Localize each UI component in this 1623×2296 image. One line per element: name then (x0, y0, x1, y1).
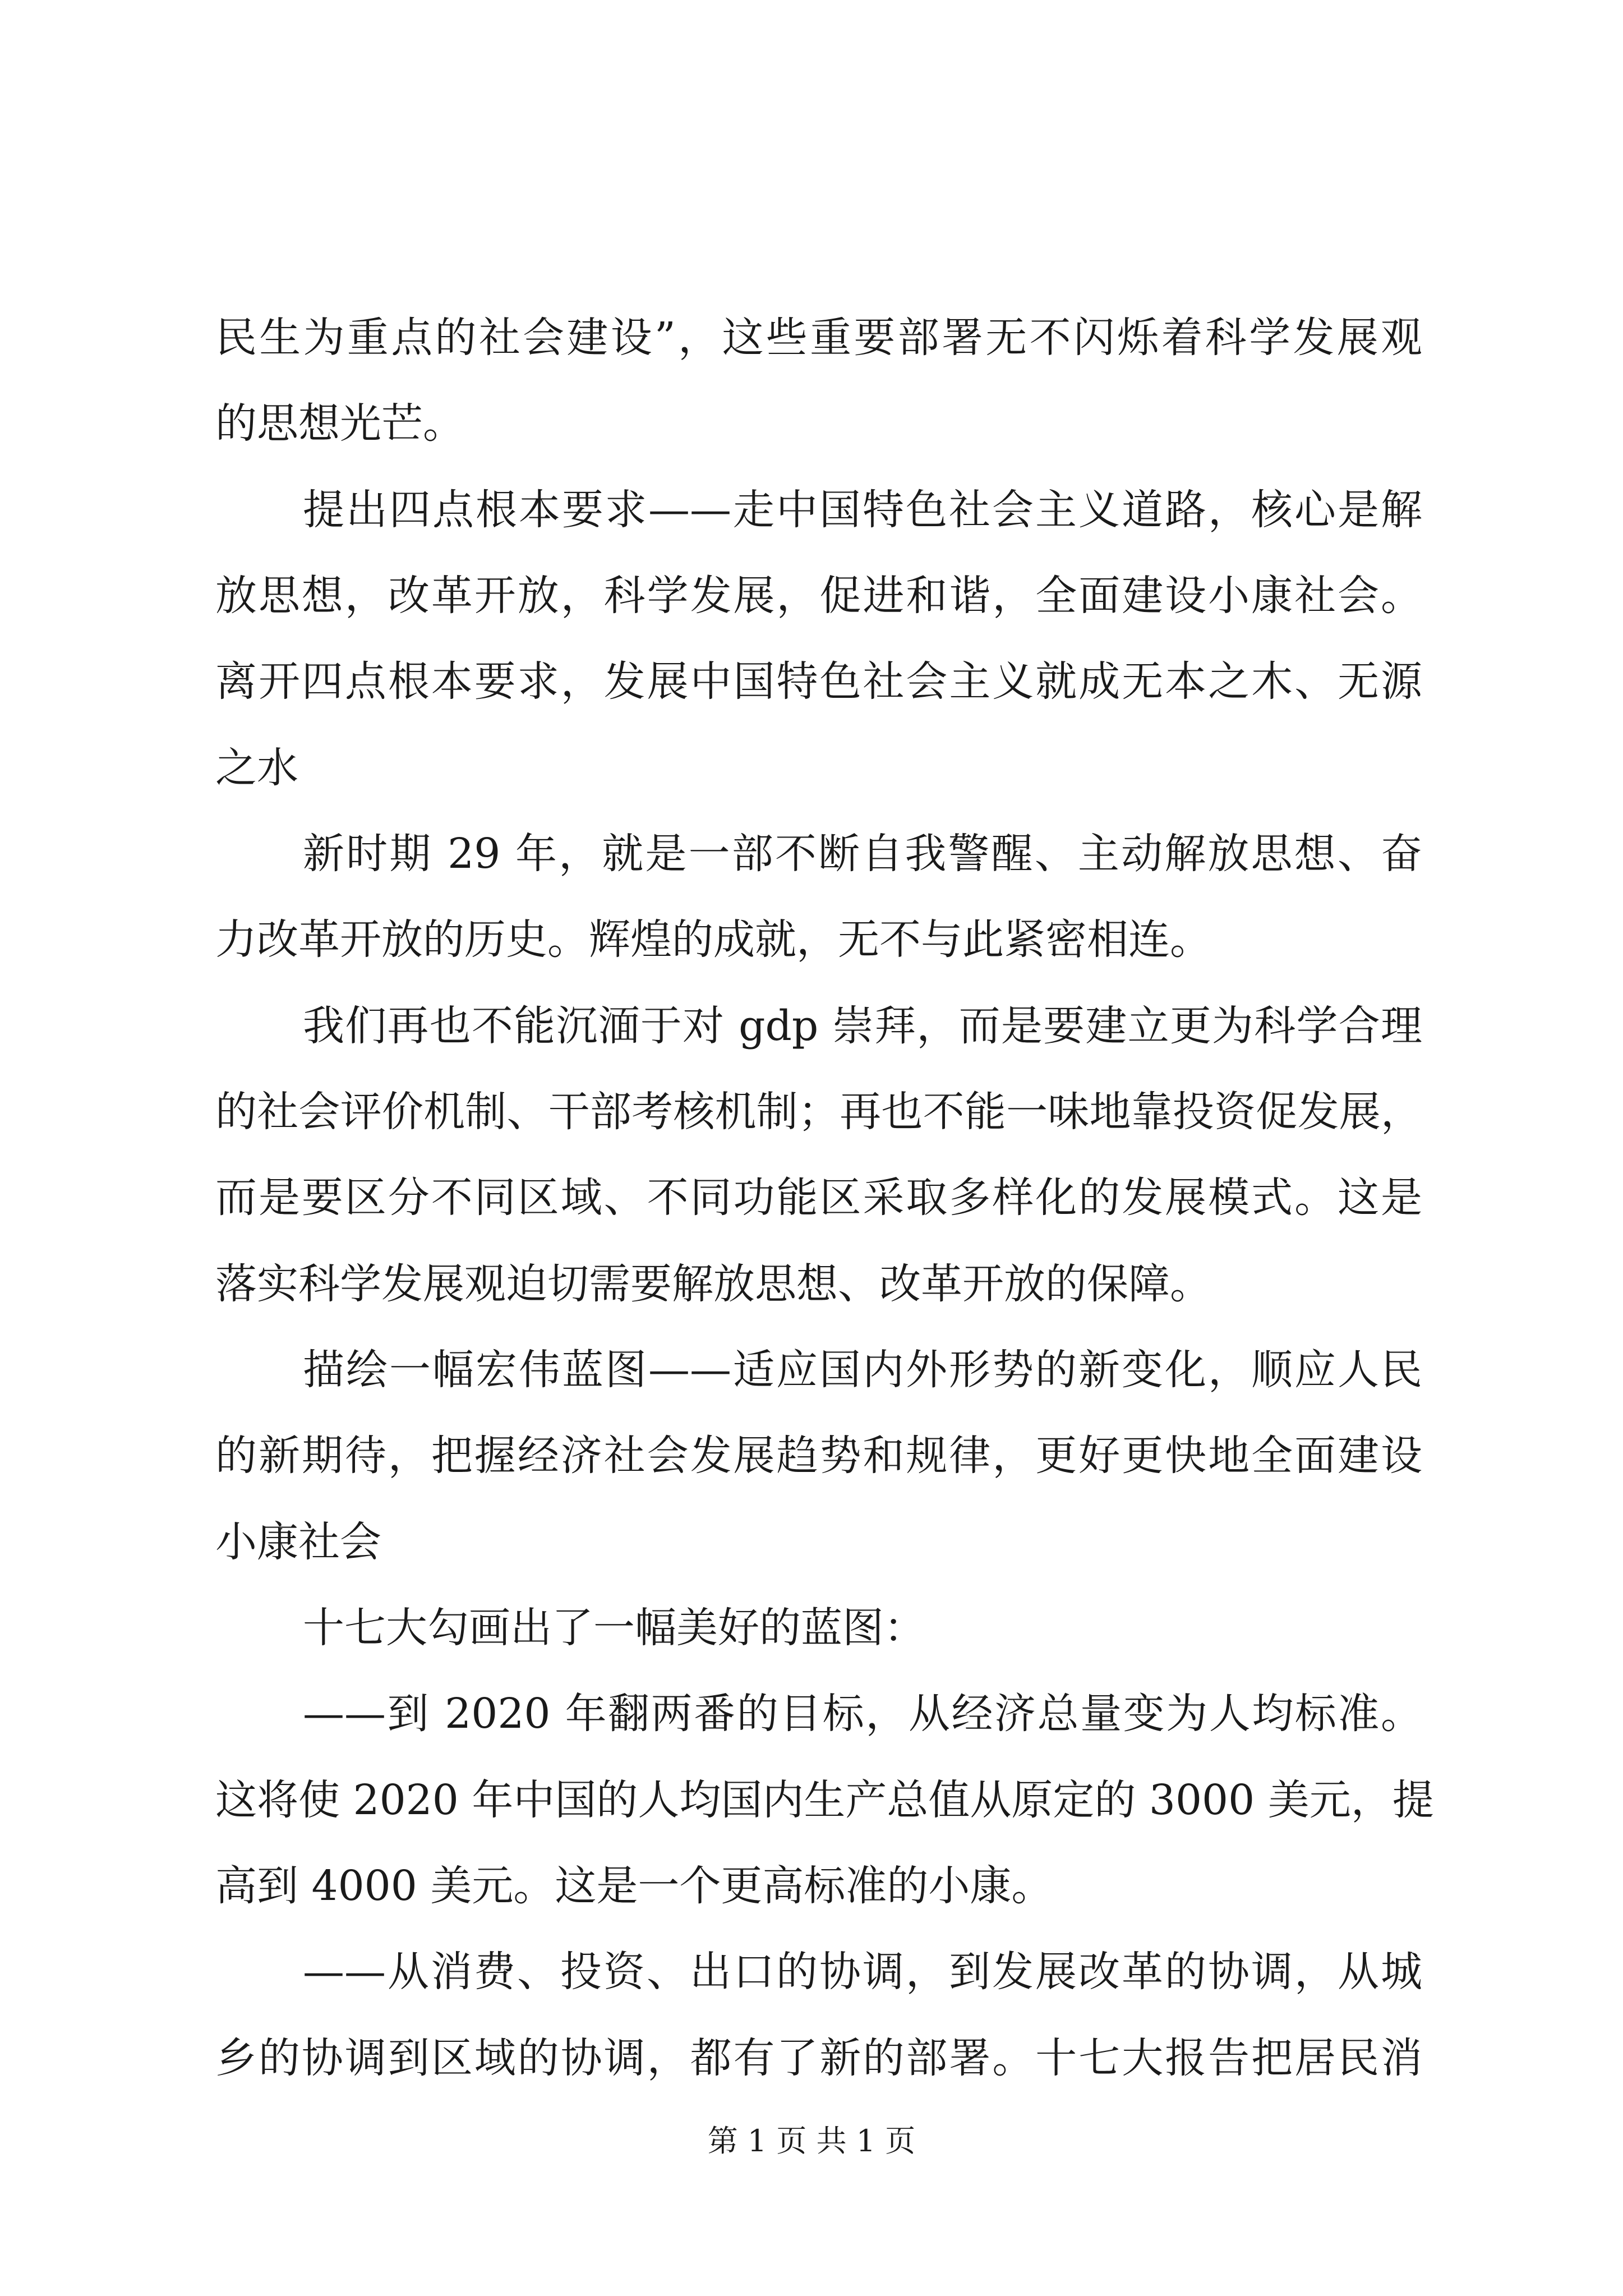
paragraph-first-line: ——到 2020 年翻两番的目标，从经济总量变为人均标准。 (303, 1690, 1422, 1738)
text-line: 的思想光芒。 (215, 399, 464, 448)
text-line: 落实科学发展观迫切需要解放思想、改革开放的保障。 (215, 1260, 1211, 1308)
paragraph-first-line: 提出四点根本要求——走中国特色社会主义道路，核心是解 (303, 486, 1422, 534)
text-line: 离开四点根本要求，发展中国特色社会主义就成无本之木、无源 (215, 657, 1422, 706)
text-line: 这将使 2020 年中国的人均国内生产总值从原定的 3000 美元，提 (215, 1776, 1434, 1824)
text-line: 的社会评价机制、干部考核机制；再也不能一味地靠投资促发展， (215, 1088, 1422, 1136)
paragraph-first-line: 描绘一幅宏伟蓝图——适应国内外形势的新变化，顺应人民 (303, 1346, 1422, 1394)
paragraph-first-line: 新时期 29 年，就是一部不断自我警醒、主动解放思想、奋 (303, 830, 1422, 878)
page-number-footer: 第 1 页 共 1 页 (707, 2123, 916, 2159)
text-line: 放思想，改革开放，科学发展，促进和谐，全面建设小康社会。 (215, 572, 1422, 620)
text-line: 乡的协调到区域的协调，都有了新的部署。十七大报告把居民消 (215, 2034, 1422, 2082)
text-line: 力改革开放的历史。辉煌的成就，无不与此紧密相连。 (215, 915, 1211, 964)
paragraph-first-line: 十七大勾画出了一幅美好的蓝图： (303, 1604, 925, 1652)
text-line: 小康社会 (215, 1518, 381, 1566)
text-line: 的新期待，把握经济社会发展趋势和规律，更好更快地全面建设 (215, 1432, 1422, 1480)
text-line: 民生为重点的社会建设”，这些重要部署无不闪烁着科学发展观 (215, 314, 1422, 362)
paragraph-first-line: ——从消费、投资、出口的协调，到发展改革的协调，从城 (303, 1948, 1422, 1996)
text-line: 而是要区分不同区域、不同功能区采取多样化的发展模式。这是 (215, 1174, 1422, 1222)
text-line: 高到 4000 美元。这是一个更高标准的小康。 (215, 1862, 1053, 1910)
text-line: 之水 (215, 744, 298, 792)
paragraph-first-line: 我们再也不能沉湎于对 gdp 崇拜，而是要建立更为科学合理 (303, 1002, 1422, 1050)
